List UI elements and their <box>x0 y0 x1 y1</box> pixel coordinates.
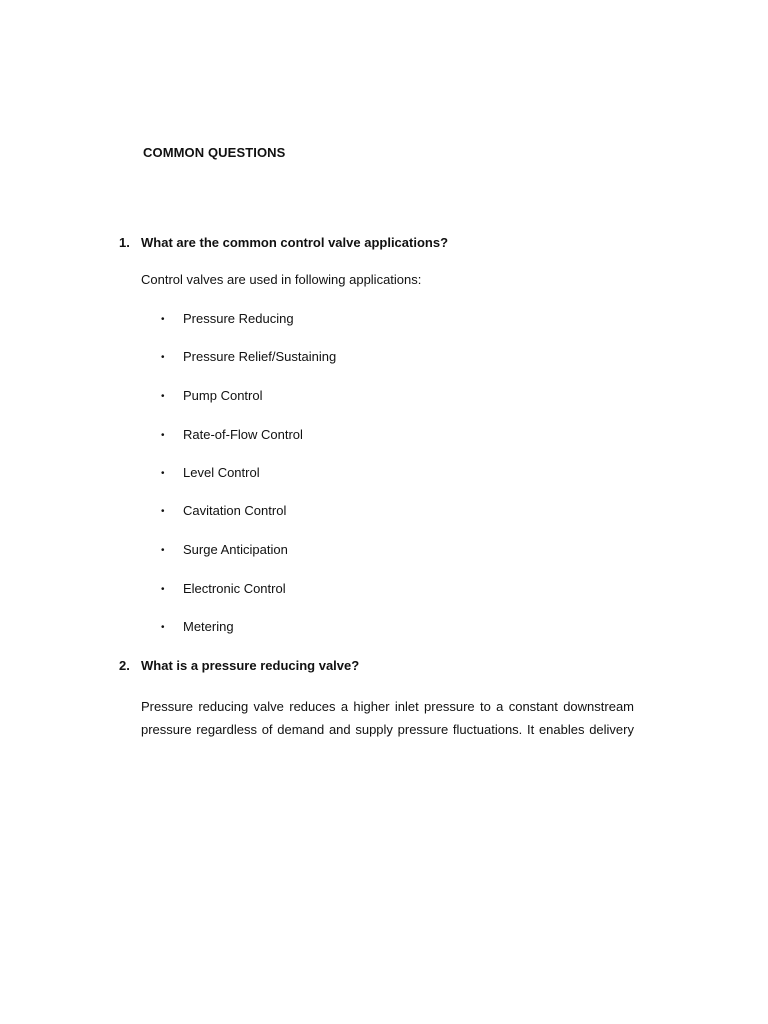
list-item-text: Pressure Relief/Sustaining <box>183 349 337 364</box>
list-item <box>161 619 234 634</box>
list-item-text: Rate-of-Flow Control <box>183 427 303 442</box>
bullet-icon: • <box>161 314 165 325</box>
bullet-icon: • <box>161 545 165 556</box>
question-2 <box>119 658 359 673</box>
list-item <box>161 542 288 557</box>
list-item <box>161 311 294 326</box>
list-item-text: Level Control <box>183 465 260 480</box>
question-number: 2. <box>119 658 130 673</box>
list-item <box>161 581 286 596</box>
list-item <box>161 388 262 403</box>
bullet-icon: • <box>161 352 165 363</box>
answer-intro: Control valves are used in following applications: <box>141 272 422 287</box>
answer-paragraph <box>141 695 634 741</box>
question-number: 1. <box>119 235 130 250</box>
list-item <box>161 349 336 364</box>
question-1 <box>119 235 448 250</box>
bullet-icon: • <box>161 622 165 633</box>
bullet-icon: • <box>161 468 165 479</box>
list-item <box>161 427 303 442</box>
answer-line: Pressure reducing valve reduces a higher inlet pressure to a constant downstream <box>141 699 634 714</box>
bullet-icon: • <box>161 430 165 441</box>
list-item-text: Cavitation Control <box>183 503 287 518</box>
list-item <box>161 503 286 518</box>
answer-line: pressure regardless of demand and supply pressure fluctuations. It enables delivery <box>141 722 634 737</box>
bullet-icon: • <box>161 391 165 402</box>
list-item-text: Surge Anticipation <box>183 542 288 557</box>
section-heading: COMMON QUESTIONS <box>143 145 286 160</box>
list-item-text: Electronic Control <box>183 581 286 596</box>
list-item <box>161 465 260 480</box>
list-item-text: Pressure Reducing <box>183 311 294 326</box>
list-item-text: Metering <box>183 619 234 634</box>
list-item-text: Pump Control <box>183 388 263 403</box>
question-text: What is a pressure reducing valve? <box>141 658 360 673</box>
question-text: What are the common control valve applications? <box>141 235 449 250</box>
bullet-icon: • <box>161 584 165 595</box>
bullet-icon: • <box>161 506 165 517</box>
